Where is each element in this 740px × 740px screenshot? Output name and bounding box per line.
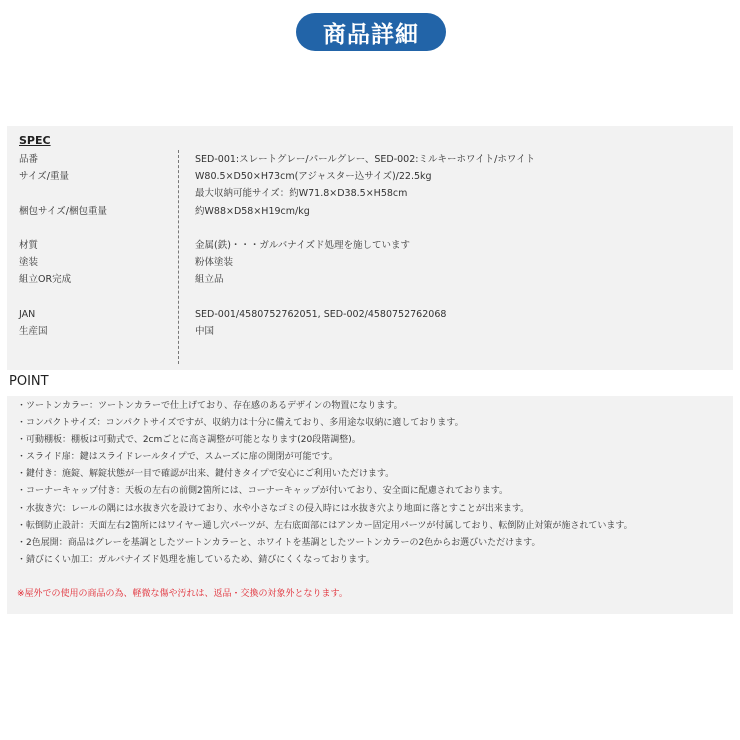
spec-label [19, 185, 179, 202]
point-item: ・錆びにくい加工：ガルバナイズド処理を施しているため、錆びにくくなっております。 [17, 554, 375, 565]
point-item: ・転倒防止設計：天面左右2箇所にはワイヤー通し穴パーツが、左右底面部にはアンカー固定用パーツが付属しており、転倒防止対策が施されています。 [17, 520, 633, 531]
point-item: ・ツートンカラー：ツートンカラーで仕上げており、存在感のあるデザインの物置になります。 [17, 401, 403, 411]
point-item: ・鍵付き：施錠、解錠状態が一目で確認が出来、鍵付きタイプで安心にご利用いただけます。 [17, 469, 395, 480]
spec-label: 組立OR完成 [19, 274, 72, 286]
spec-heading: SPEC [19, 134, 51, 147]
spec-values [195, 151, 725, 340]
point-item: ・スライド扉：鍵はスライドレールタイプで、スムーズに扉の開閉が可能です。 [17, 452, 338, 463]
spec-label: 品番 [19, 154, 39, 165]
spec-value [195, 220, 725, 237]
page-title: 商品詳細 [296, 13, 446, 51]
spec-labels [19, 151, 179, 340]
spec-label: 塗装 [19, 257, 39, 269]
warning-note: ※屋外での使用の商品の為、軽微な傷や汚れは、返品・交換の対象外となります。 [17, 589, 348, 599]
point-list [17, 398, 633, 569]
spec-value: 中国 [195, 325, 215, 337]
point-item: ・2色展開：商品はグレーを基調としたツートンカラーと、ホワイトを基調としたツートンカラーの2色からお選びいただけます。 [17, 537, 541, 548]
point-panel [7, 396, 733, 614]
spec-value: 最大収納可能サイズ：約W71.8×D38.5×H58cm [195, 188, 408, 200]
spec-label: サイズ/重量 [19, 171, 69, 183]
spec-value [195, 289, 725, 306]
point-item: ・可動棚板：棚板は可動式で、2cmごとに高さ調整が可能となります(20段階調整)。 [17, 435, 361, 446]
spec-value: SED-001:スレートグレー/パールグレー、SED-002:ミルキーホワイト/ホワイト [195, 154, 536, 165]
spec-value: SED-001/4580752762051, SED-002/4580752762068 [195, 308, 447, 320]
spec-label [19, 289, 179, 306]
spec-value: 金属(鉄)・・・ガルバナイズド処理を施しています [195, 239, 410, 251]
spec-label: 生産国 [19, 325, 48, 337]
spec-value: 約W88×D58×H19cm/kg [195, 205, 310, 217]
spec-label: 梱包サイズ/梱包重量 [19, 205, 107, 217]
spec-label [19, 220, 179, 237]
spec-panel [7, 126, 733, 370]
spec-label: JAN [19, 308, 36, 320]
point-item: ・コンパクトサイズ：コンパクトサイズですが、収納力は十分に備えており、多用途な収納に適しております。 [17, 418, 464, 429]
spec-label: 材質 [19, 239, 39, 251]
spec-value: W80.5×D50×H73cm(アジャスター込サイズ)/22.5kg [195, 171, 432, 183]
spec-value: 組立品 [195, 274, 224, 286]
point-item: ・水抜き穴：レールの隅には水抜き穴を設けており、水や小さなゴミの侵入時には水抜き穴より地面に落とすことが出来ます。 [17, 503, 530, 514]
point-item: ・コーナーキャップ付き：天板の左右の前側2箇所には、コーナーキャップが付いており、安全面に配慮されております。 [17, 486, 509, 497]
point-heading: POINT [9, 374, 49, 389]
spec-value: 粉体塗装 [195, 257, 234, 269]
